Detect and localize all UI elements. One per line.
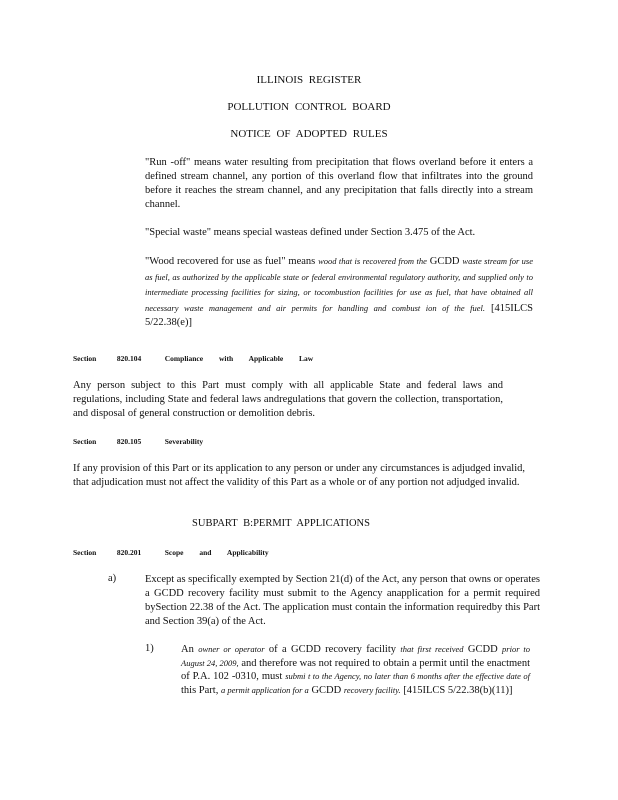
item-1-italic-4: submi t to the Agency, no later than 6 months after the effective date of bbox=[285, 671, 530, 681]
item-1-text-1: An bbox=[181, 644, 194, 655]
section-820-105-heading bbox=[73, 437, 203, 446]
section-title: Compliance with Applicable Law bbox=[164, 354, 314, 363]
section-word: Section bbox=[73, 548, 97, 557]
section-820-104-body: Any person subject to this Part must comply with all applicable State and federal laws and regulations, including State and federal laws andregulations that govern the collection, transportation, and disposal of general construction or demolition debris. bbox=[73, 380, 503, 419]
item-1-italic-6: recovery facility. bbox=[343, 684, 401, 695]
item-1-italic-5: a permit application for a bbox=[220, 684, 309, 695]
item-1-body bbox=[181, 643, 530, 697]
definition-wood-recovered bbox=[145, 254, 533, 331]
register-title: ILLINOIS REGISTER bbox=[256, 74, 362, 86]
subsection-a-body: Except as specifically exempted by Section 21(d) of the Act, any person that owns or operates a GCDD recovery facility must submit to the Agency anapplication for a permit required bySection 22.38 of the Act. The application must contain the information requiredby this Part and Section 39(a) of the Act. bbox=[145, 574, 540, 627]
item-1-citation: [415ILCS 5/22.38(b)(11)] bbox=[403, 684, 513, 696]
definition-runoff: "Run -off" means water resulting from precipitation that flows overland before it enters a defined stream channel, any portion of this overland flow that infiltrates into the ground before it reaches the stream channel, and any precipitation that falls directly into a stream channel. bbox=[145, 157, 533, 210]
subpart-heading: SUBPART B:PERMIT APPLICATIONS bbox=[192, 518, 370, 529]
wood-lead: "Wood recovered for use as fuel" means bbox=[145, 256, 316, 267]
section-number: 820.201 bbox=[116, 548, 142, 557]
section-820-201-heading bbox=[73, 548, 269, 557]
item-1-italic-3: prior to August 24, 2009, bbox=[181, 644, 531, 668]
item-1-text-4: and therefore was not required to obtain a permit until the enactment of P.A. 102 -0310, must bbox=[181, 657, 530, 682]
section-number: 820.105 bbox=[116, 437, 142, 446]
item-1-label: 1) bbox=[145, 643, 154, 654]
wood-citation: [415ILCS 5/22.38(e)] bbox=[145, 302, 534, 328]
section-820-104-heading bbox=[73, 354, 313, 363]
section-820-105-body: If any provision of this Part or its application to any person or under any circumstances is adjudged invalid, that adjudication must not affect the validity of this Part as a whole or of any portion not adjudged invalid. bbox=[73, 463, 525, 488]
subsection-a-label: a) bbox=[108, 573, 117, 584]
section-title: Severability bbox=[164, 437, 204, 446]
wood-italic-2: waste stream for use as fuel, as authorized by the applicable state or federal environmental regulatory authority, and supplied only to intermediate processing facilities for sizing, or tocombustion facilities for use as fuel, that have obtained all necessary waste management and air permits for handling and combust ion of the fuel. bbox=[145, 256, 534, 313]
item-1-italic-1: owner or operator bbox=[198, 644, 265, 654]
item-1-text-5: this Part, bbox=[181, 684, 219, 696]
section-number: 820.104 bbox=[116, 354, 142, 363]
item-1-text-6: GCDD bbox=[311, 684, 342, 696]
section-title: Scope and Applicability bbox=[164, 548, 269, 557]
section-word: Section bbox=[73, 354, 97, 363]
definition-special-waste: "Special waste" means special wasteas defined under Section 3.475 of the Act. bbox=[145, 227, 476, 238]
wood-gcdd: GCDD bbox=[429, 256, 460, 267]
wood-italic-1: wood that is recovered from the bbox=[318, 256, 427, 266]
item-1-text-3: GCDD bbox=[467, 644, 498, 655]
notice-title: NOTICE OF ADOPTED RULES bbox=[230, 128, 388, 140]
item-1-italic-2: that first received bbox=[400, 644, 464, 654]
board-title: POLLUTION CONTROL BOARD bbox=[227, 101, 391, 113]
item-1-text-2: of a GCDD recovery facility bbox=[268, 644, 397, 655]
section-word: Section bbox=[73, 437, 97, 446]
